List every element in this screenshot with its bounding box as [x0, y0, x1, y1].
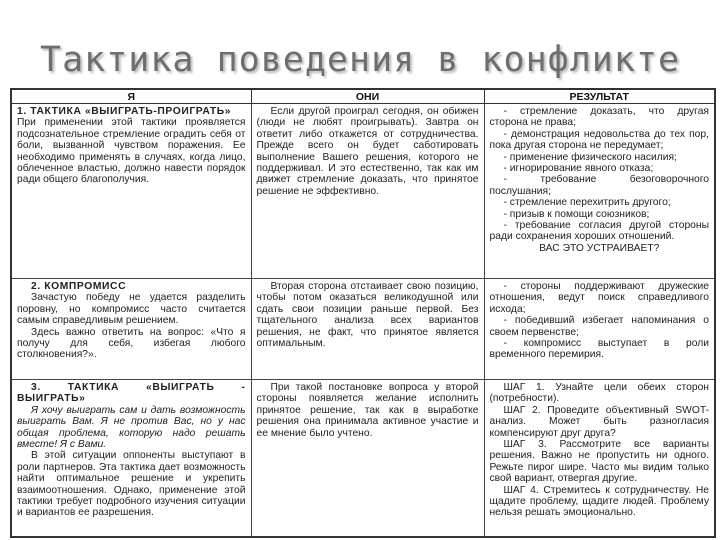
header-row: [11, 89, 715, 104]
cell-text: При такой постановке вопроса у второй стороны появляется желание исполнить принятое решение, так как в выработке решения она принимала активное участие и ее мнение было учтено.: [256, 382, 479, 439]
header-they: ОНИ: [251, 89, 484, 104]
result-item: - требование согласия другой стороны ради сохранения хороших отношений.: [489, 220, 709, 243]
step-item: ШАГ 4. Стремитесь к сотрудничеству. Не щадите проблему, щадите людей. Проблему нельзя решать эмоционально.: [489, 484, 709, 519]
cell-me: [11, 380, 251, 538]
table-row: [11, 279, 715, 380]
result-item: - победивший избегает напоминания о своем первенстве;: [489, 315, 709, 338]
cell-result: [484, 104, 715, 279]
table-row: [11, 380, 715, 538]
result-item: - призыв к помощи союзников;: [503, 208, 650, 220]
cell-me: [11, 279, 251, 380]
cell-result: [484, 279, 715, 380]
result-item: - демонстрация недовольства до тех пор, пока другая сторона не передумает;: [489, 128, 709, 152]
cell-text: Вторая сторона отстаивает свою позицию, чтобы потом оказаться великодушной или сдать свои позиции раньше первой. Без тщательного анализа всех вариантов решения, не факт, что принятое является оптимальным.: [256, 281, 479, 350]
step-item: ШАГ 1. Узнайте цели обеих сторон (потребности).: [489, 382, 709, 405]
step-item: ШАГ 3. Рассмотрите все варианты решения. Важно не пропустить ни одного. Режьте пирог шире. Часто мы видим только свой вариант, отвергая другие.: [489, 439, 709, 485]
header-me: Я: [11, 89, 251, 104]
result-item: - стремление перехитрить другого;: [503, 197, 671, 209]
cell-text: Здесь важно ответить на вопрос: «Что я получу для себя, избегая любого столкновения?».: [17, 326, 246, 361]
tactic-heading: 2. КОМПРОМИСС: [31, 281, 127, 292]
table-row: [11, 104, 715, 279]
result-item: - требование безоговорочного послушания;: [489, 174, 709, 197]
cell-me: [11, 104, 251, 279]
tactic-heading: 1. ТАКТИКА «ВЫИГРАТЬ-ПРОИГРАТЬ»: [17, 106, 232, 117]
cell-they: [251, 380, 484, 538]
cell-text: Если другой проиграл сегодня, он обижен (люди не любят проигрывать). Завтра он ответит либо откажется от сотрудничества. Прежде всего он будет саботировать выполнение Вашего решения, которого не поддерживал. И это естественно, так как им движет стремление доказать, что принятое решение не эффективно.: [256, 106, 479, 197]
cell-they: [251, 104, 484, 279]
header-result: РЕЗУЛЬТАТ: [484, 89, 715, 104]
slide-title: Тактика поведения в конфликте: [40, 40, 681, 80]
cell-result: [484, 380, 715, 538]
result-item: - игнорирование явного отказа;: [503, 163, 654, 175]
cell-text: В этой ситуации оппоненты выступают в роли партнеров. Эта тактика дает возможность найти оптимальное решение и укрепить взаимоотношения. Однако, применение этой тактики требует подробного изучения ситуации и вариантов ее разрешения.: [17, 450, 246, 519]
conflict-tactics-table: [10, 88, 716, 538]
cell-text: Зачастую победу не удается разделить поровну, но компромисс часто считается самым справедливым решением.: [17, 292, 246, 327]
step-item: ШАГ 2. Проведите объективный SWOT-анализ. Может быть разногласия компенсируют друг друга?: [489, 404, 709, 439]
result-question: ВАС ЭТО УСТРАИВАЕТ?: [539, 242, 660, 254]
cell-they: [251, 279, 484, 380]
tactic-heading: 3. ТАКТИКА «ВЫИГРАТЬ - ВЫИГРАТЬ»: [17, 382, 246, 405]
result-item: - стремление доказать, что другая сторона не права;: [489, 106, 709, 129]
result-item: - применение физического насилия;: [503, 151, 677, 163]
result-item: - стороны поддерживают дружеские отношения, ведут поиск справедливого исхода;: [489, 281, 709, 315]
result-item: - компромисс выступает в роли временного перемирия.: [489, 338, 709, 361]
quote-text: Я хочу выиграть сам и дать возможность выиграть Вам. Я не против Вас, но у нас общая проблема, которую надо решать вместе! Я с Вами.: [17, 404, 246, 451]
cell-text: При применении этой тактики проявляется подсознательное стремление оградить себя от боли, вызванной чувством поражения. Ее необходимо применять в случаях, когда лицо, облеченное властью, должно навести порядок ради общего благополучия.: [17, 117, 246, 186]
